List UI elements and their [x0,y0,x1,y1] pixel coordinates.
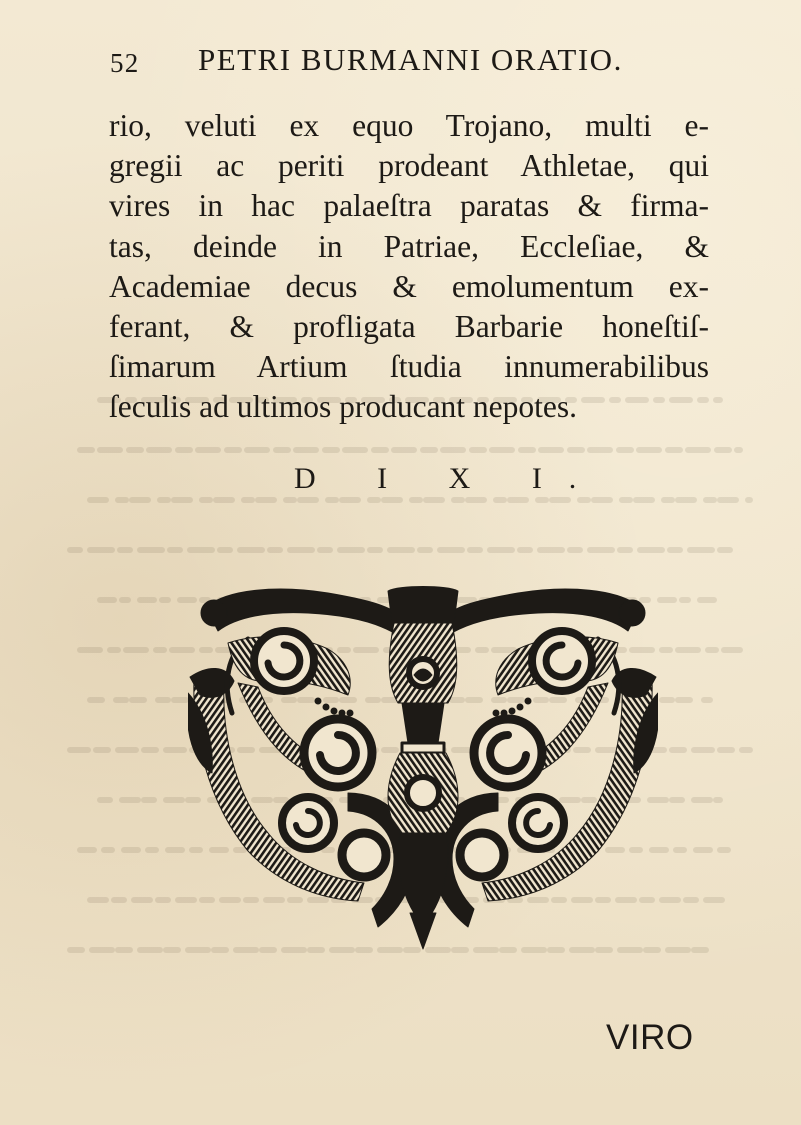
floral-tailpiece-ornament-icon [188,583,658,951]
page-number: 52 [110,48,140,78]
text-line: vires in hac palaeſtra paratas & firma- [109,188,709,224]
body-paragraph [109,106,709,428]
running-header [110,42,700,86]
text-line: rio, veluti ex equo Trojano, multi e- [109,108,709,143]
text-line: ſeculis ad ultimos producant nepotes. [109,389,578,425]
running-title: PETRI BURMANNI ORATIO. [198,42,623,77]
catchword: VIRO [606,1018,694,1057]
text-line: Academiae decus & emolumentum ex- [109,268,709,304]
text-line: ſimarum Artium ſtudia innumerabilibus [109,349,709,385]
text-line: ferant, & profligata Barbarie honeſtiſ- [109,309,709,345]
text-line: tas, deinde in Patriae, Eccleſiae, & [109,228,709,264]
closing-word-dixi: D I X I. [294,462,604,495]
text-line: gregii ac periti prodeant Athletae, qui [109,148,709,184]
